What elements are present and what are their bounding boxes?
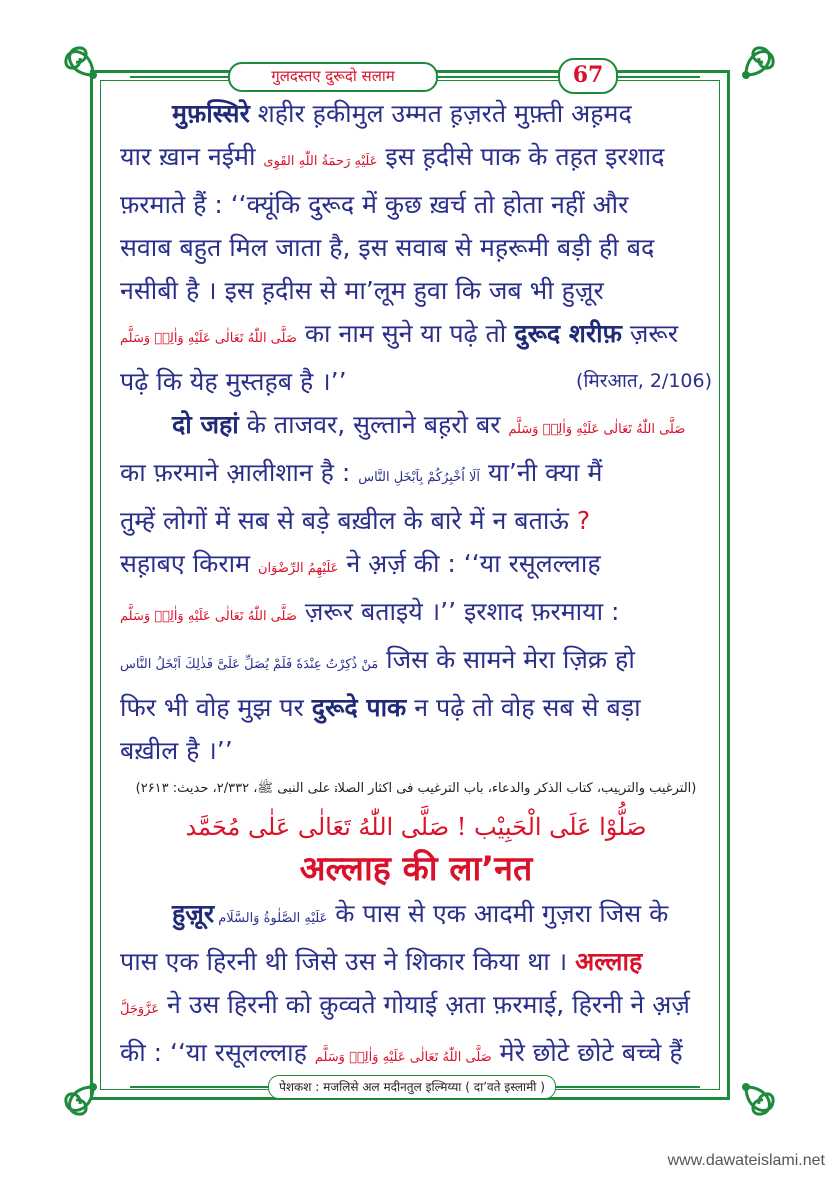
text-line	[120, 360, 712, 403]
text-line	[120, 542, 712, 590]
text: का फ़रमाने आ़लीशान है :	[120, 458, 359, 487]
corner-ornament-icon	[58, 1052, 128, 1122]
arabic-quote: اَلَا اُخْبِرُكُمْ بِاَبْخَلِ النَّاس	[358, 470, 481, 485]
header-rule	[434, 76, 558, 78]
text: की : ‘‘या रसूलल्लाह	[120, 1038, 315, 1067]
website-link[interactable]: www.dawateislami.net	[667, 1152, 825, 1169]
text-line	[120, 983, 712, 1031]
text: का नाम सुने या पढ़े तो	[296, 319, 515, 348]
text: तुम्हें लोगों में सब से बड़े बख़ील के बारे में न बताऊं	[120, 506, 569, 535]
arabic-honorific: عَلَيْهِ الصَّلٰوةُ وَالسَّلَام	[214, 911, 328, 926]
text-line: बख़ील है ।’’	[120, 736, 233, 765]
divine-name: अल्लाह	[575, 947, 643, 976]
text: फिर भी वोह मुझ पर	[120, 693, 312, 722]
citation: (الترغیب والترہیب، کتاب الذکر والدعاء، باب الترغیب فی اکثار الصلاۃ علی النبی ﷺ، ۲/۳۳۲، حدیث: ۲۶۱۳)	[135, 781, 697, 796]
arabic-honorific: صَلَّى اللّٰهُ تَعَالٰی عَلَيْهِ وَاٰلِهٖ وَسَلَّم	[508, 422, 686, 437]
header-rule	[130, 76, 228, 78]
text: शहीर ह़कीमुल उम्मत ह़ज़रते मुफ़्ती अह़मद	[249, 99, 632, 128]
bold-term: मुफ़स्सिरे	[172, 99, 250, 128]
text-line	[120, 1031, 712, 1079]
bold-term: दुरूद शरीफ़	[514, 319, 622, 348]
text: यार ख़ान नईमी	[120, 142, 264, 171]
arabic-honorific: عَلَيْهِمُ الرِّضْوَان	[257, 561, 339, 576]
bold-term: दुरूदे पाक	[311, 693, 407, 722]
text: न पढ़े तो वोह सब से बड़ा	[406, 693, 641, 722]
arabic-honorific: عَلَيْهِ رَحمَةُ اللّٰهِ القَوِی	[263, 154, 378, 169]
text: इस ह़दीसे पाक के तह़त इरशाद	[377, 142, 665, 171]
text-line	[120, 638, 712, 686]
arabic-honorific: صَلَّى اللّٰهُ تَعَالٰی عَلَيْهِ وَاٰلِهٖ وَسَلَّم	[314, 1050, 492, 1065]
question-mark: ?	[568, 506, 591, 535]
text: ने उस हिरनी को क़ुव्वते गोयाई अ़ता फ़रमाई, हिरनी ने अ़र्ज़	[159, 990, 690, 1019]
text: पास एक हिरनी थी जिसे उस ने शिकार किया था ।	[120, 947, 576, 976]
arabic-honorific: صَلَّى اللّٰهُ تَعَالٰی عَلَيْهِ وَاٰلِهٖ وَسَلَّم	[120, 331, 297, 346]
arabic-quote: مَنْ ذُكِرْتُ عِنْدَهٗ فَلَمْ يُصَلِّ عَلَیَّ فَذٰلِكَ اَبْخَلُ النَّاس	[120, 657, 379, 672]
corner-ornament-icon	[58, 40, 128, 110]
text-line	[120, 590, 712, 638]
arabic-honorific: صَلَّى اللّٰهُ تَعَالٰی عَلَيْهِ وَاٰلِهٖ وَسَلَّم	[120, 609, 297, 624]
text-line: नसीबी है । इस ह़दीस से मा’लूम हुवा कि जब भी हुज़ूर	[120, 276, 604, 305]
text-line: सवाब बहुत मिल जाता है, इस सवाब से मह़रूमी बड़ी ही बद	[120, 233, 655, 262]
text-line	[120, 135, 712, 183]
text: ने अ़र्ज़ की : ‘‘या रसूलल्लाह	[338, 549, 601, 578]
text: के पास से एक आदमी गुज़रा जिस के	[327, 899, 669, 928]
text: पढ़े कि येह मुस्तह़ब है ।’’	[120, 367, 347, 396]
text: ज़रूर बताइये ।’’ इरशाद फ़रमाया :	[296, 597, 620, 626]
text: मेरे छोटे छोटे बच्चे हैं	[491, 1038, 683, 1067]
text: सह़ाबए किराम	[120, 549, 258, 578]
text-line	[120, 451, 712, 499]
text: या’नी क्या मैं	[480, 458, 603, 487]
text-line	[120, 92, 712, 135]
text-line	[120, 403, 712, 451]
corner-ornament-icon	[711, 1052, 781, 1122]
text: के ताजवर, सुल्ताने बह़रो बर	[238, 410, 509, 439]
text-line: फ़रमाते हैं : ‘‘क्यूंकि दुरूद में कुछ ख़र्च तो होता नहीं और	[120, 190, 629, 219]
footer-rule	[554, 1086, 700, 1088]
section-heading: अल्लाह की ला’नत	[299, 849, 533, 889]
bold-term: हुज़ूर	[172, 899, 215, 928]
text-line	[120, 312, 712, 360]
text: ज़रूर	[621, 319, 679, 348]
footer-rule	[130, 1086, 268, 1088]
reference: (मिरआत, 2/106)	[576, 370, 712, 392]
page-content	[120, 92, 712, 1079]
book-title: गुलदस्तए दुरूदो सलाम	[228, 62, 438, 92]
bold-term: दो जहां	[172, 410, 239, 439]
corner-ornament-icon	[711, 40, 781, 110]
text-line	[120, 892, 712, 940]
header-rule	[614, 76, 700, 78]
text-line	[120, 686, 712, 729]
text-line	[120, 499, 712, 542]
arabic-honorific: عَزَّوَجَلَّ	[120, 1002, 160, 1017]
text: जिस के सामने मेरा ज़िक्र हो	[378, 645, 635, 674]
page-number: 67	[558, 58, 618, 94]
publisher-credit: पेशकश : मजलिसे अल मदीनतुल इल्मिय्या ( दा’वते इस्लामी )	[268, 1075, 556, 1099]
salawat: صَلُّوْا عَلَى الْحَبِيْب ! صَلَّى اللّٰهُ تَعَالٰی عَلٰی مُحَمَّد	[185, 813, 647, 841]
text-line	[120, 940, 712, 983]
